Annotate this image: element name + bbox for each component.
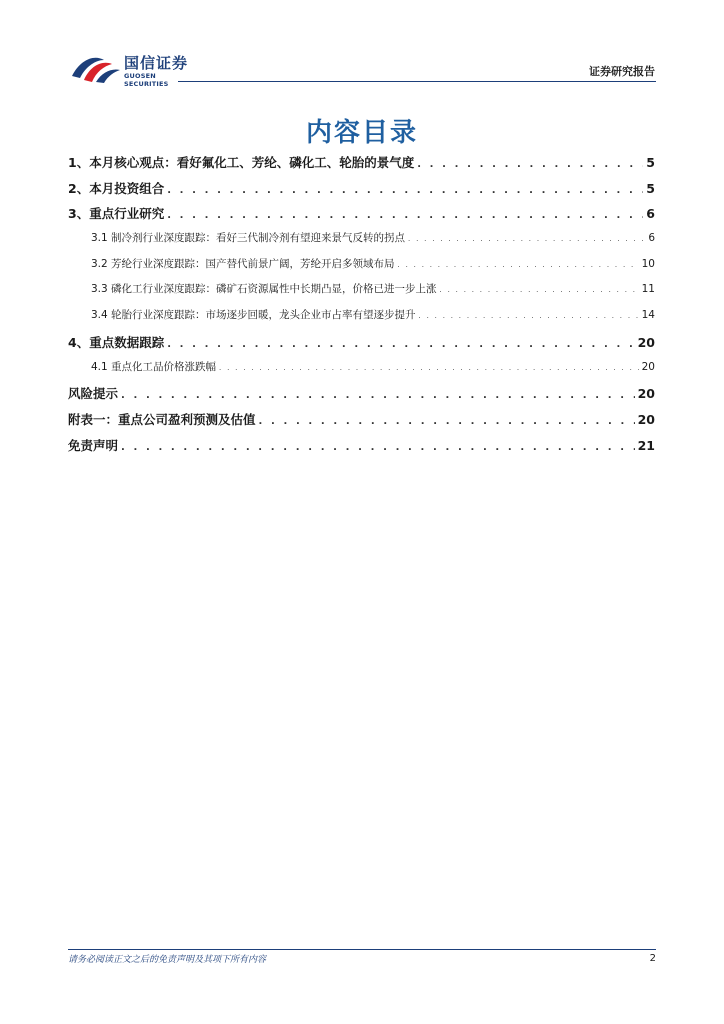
toc-entry[interactable] (68, 281, 655, 307)
footer-disclaimer-note: 请务必阅读正文之后的免责声明及其项下所有内容 (68, 955, 267, 965)
toc-entry[interactable] (68, 410, 655, 436)
toc-entry-label: 1、本月核心观点：看好氟化工、芳纶、磷化工、轮胎的景气度 (68, 155, 415, 170)
toc-dot-leader (167, 210, 643, 221)
toc-entry-label: 免责声明 (68, 437, 119, 453)
toc-entry-page: 6 (648, 232, 655, 245)
toc-entry-label: 附表一：重点公司盈利预测及估值 (68, 411, 256, 427)
toc-dot-leader (121, 390, 635, 401)
toc-entry-label: 3.4 轮胎行业深度跟踪：市场逐步回暖，龙头企业市占率有望逐步提升 (91, 309, 416, 322)
toc-entry[interactable] (68, 307, 655, 333)
toc-entry-page: 20 (637, 386, 655, 402)
toc-entry-page: 6 (646, 206, 655, 222)
footer-divider (68, 949, 656, 950)
toc-entry-label: 2、本月投资组合 (68, 180, 165, 196)
toc-entry[interactable] (68, 179, 655, 205)
toc-entry-label: 3、重点行业研究 (68, 206, 165, 222)
toc-dot-leader (259, 416, 635, 427)
toc-entry-page: 20 (637, 411, 655, 427)
toc-dot-leader (167, 185, 643, 196)
toc-dot-leader (167, 339, 634, 350)
toc-dot-leader (408, 235, 645, 243)
toc-entry[interactable] (68, 256, 655, 282)
page-number: 2 (649, 953, 656, 964)
page-header (0, 0, 724, 90)
toc-entry-page: 11 (641, 283, 655, 296)
toc-entry[interactable] (68, 384, 655, 410)
toc-entry-page: 5 (646, 180, 655, 196)
toc-entry[interactable] (68, 436, 655, 462)
toc-dot-leader (440, 286, 639, 294)
toc-dot-leader (219, 364, 639, 372)
toc-entry-label: 3.1 制冷剂行业深度跟踪：看好三代制冷剂有望迎来景气反转的拐点 (91, 232, 406, 245)
logo-english-name: GUOSEN SECURITIES (124, 72, 169, 88)
toc-entry-page: 20 (637, 334, 655, 350)
toc-entry[interactable] (68, 333, 655, 359)
header-divider (178, 81, 656, 82)
toc-entry[interactable] (68, 153, 655, 179)
report-type-label: 证券研究报告 (589, 65, 655, 78)
logo-chinese-name: 国信证券 (124, 54, 189, 72)
toc-entry-page: 20 (641, 360, 655, 373)
toc-entry[interactable] (68, 230, 655, 256)
toc-entry-page: 5 (646, 155, 655, 170)
toc-entry-label: 3.2 芳纶行业深度跟踪：国产替代前景广阔，芳纶开启多领域布局 (91, 257, 395, 270)
toc-entry-label: 3.3 磷化工行业深度跟踪：磷矿石资源属性中长期凸显，价格已进一步上涨 (91, 283, 437, 296)
toc-dot-leader (419, 312, 639, 320)
toc-dot-leader (417, 159, 643, 170)
guosen-logo-icon (70, 52, 122, 84)
toc-entry-label: 4、重点数据跟踪 (68, 334, 165, 350)
toc-entry-page: 14 (641, 309, 655, 322)
toc-title: 内容目录 (305, 118, 418, 148)
table-of-contents (68, 153, 655, 461)
toc-dot-leader (121, 442, 635, 453)
toc-entry[interactable] (68, 204, 655, 230)
toc-entry-label: 4.1 重点化工品价格涨跌幅 (91, 360, 217, 373)
toc-entry-label: 风险提示 (68, 386, 119, 402)
toc-entry-page: 10 (641, 257, 655, 270)
toc-entry[interactable] (68, 359, 655, 385)
toc-entry-page: 21 (637, 437, 655, 453)
toc-dot-leader (398, 261, 639, 269)
